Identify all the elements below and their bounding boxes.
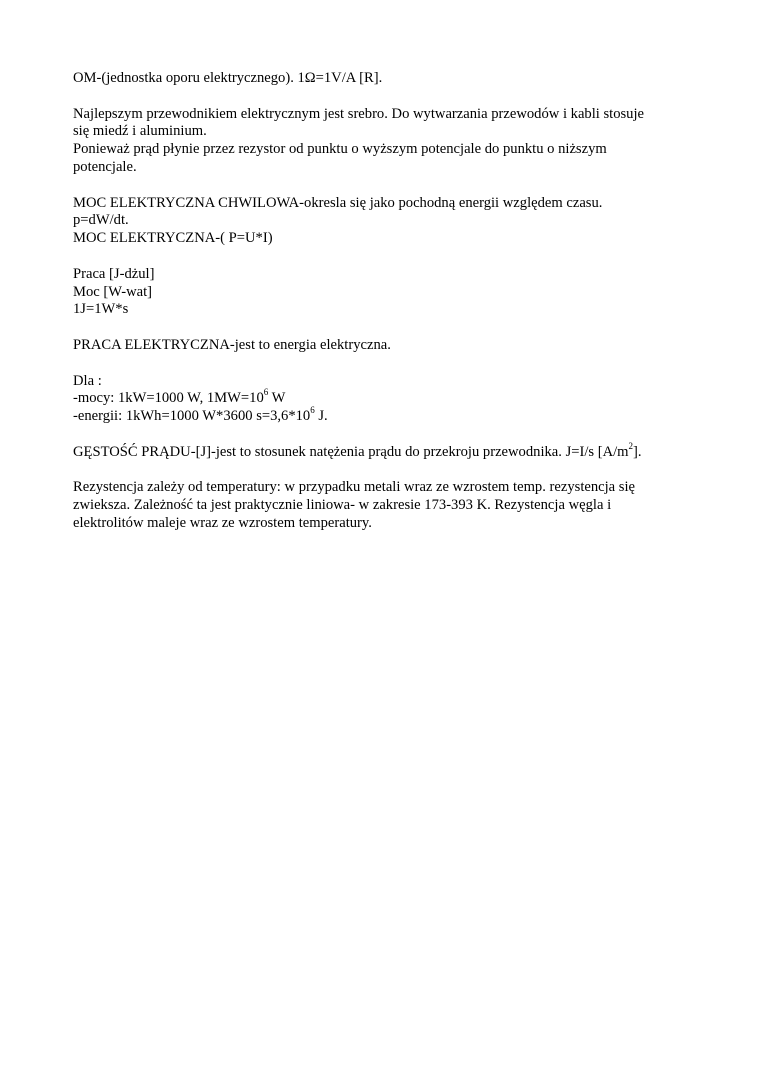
text-line: Ponieważ prąd płynie przez rezystor od punktu o wyższym potencjale do punktu o niższym [73, 141, 607, 158]
text-line: elektrolitów maleje wraz ze wzrostem temperatury. [73, 514, 372, 531]
paragraph-resistance-temperature [73, 479, 693, 532]
paragraph-power [73, 195, 693, 248]
text-line: 1J=1W*s [73, 301, 129, 318]
paragraph-electric-work [73, 337, 693, 355]
text-line: Dla : [73, 372, 102, 389]
text-fragment: J. [314, 408, 328, 425]
text-fragment: GĘSTOŚĆ PRĄDU-[J]-jest to stosunek natężenia prądu do przekroju przewodnika. J=I/s [A/m [73, 443, 629, 460]
text-line: OM-(jednostka oporu elektrycznego). 1Ω=1V/A [R]. [73, 70, 383, 86]
text-line: p=dW/dt. [73, 212, 129, 229]
text-line: Praca [J-dżul] [73, 265, 155, 282]
paragraph-units [73, 266, 693, 319]
text-fragment: -mocy: 1kW=1000 W, 1MW=10 [73, 390, 264, 407]
superscript: 6 [310, 405, 315, 416]
text-line: Najlepszym przewodnikiem elektrycznym jest srebro. Do wytwarzania przewodów i kabli stosuje [73, 105, 645, 122]
text-line: Moc [W-wat] [73, 283, 153, 300]
text-line: się miedź i aluminium. [73, 123, 207, 140]
text-line-energy-conversion [73, 405, 693, 426]
superscript: 6 [263, 387, 269, 398]
text-line: MOC ELEKTRYCZNA-( P=U*I) [73, 230, 273, 247]
text-fragment: -energii: 1kWh=1000 W*3600 s=3,6*10 [73, 408, 311, 425]
superscript: 2 [628, 440, 634, 451]
text-fragment: ]. [633, 443, 642, 460]
document-body [73, 70, 693, 551]
paragraph-conversions [73, 373, 693, 426]
paragraph-ohm-definition [73, 70, 693, 88]
text-line: zwieksza. Zależność ta jest praktycznie liniowa- w zakresie 173-393 K. Rezystencja węgla i [73, 497, 612, 514]
text-line: PRACA ELEKTRYCZNA-jest to energia elektryczna. [73, 336, 391, 353]
text-line-power-conversion [73, 387, 693, 408]
text-line [73, 440, 693, 462]
text-line: MOC ELEKTRYCZNA CHWILOWA-okresla się jako pochodną energii względem czasu. [73, 194, 603, 211]
paragraph-current-density [73, 440, 693, 462]
text-line: Rezystencja zależy od temperatury: w przypadku metali wraz ze wzrostem temp. rezystencja się [73, 479, 636, 496]
text-fragment: W [268, 390, 286, 407]
paragraph-conductors [73, 106, 693, 177]
text-line: potencjale. [73, 158, 137, 175]
